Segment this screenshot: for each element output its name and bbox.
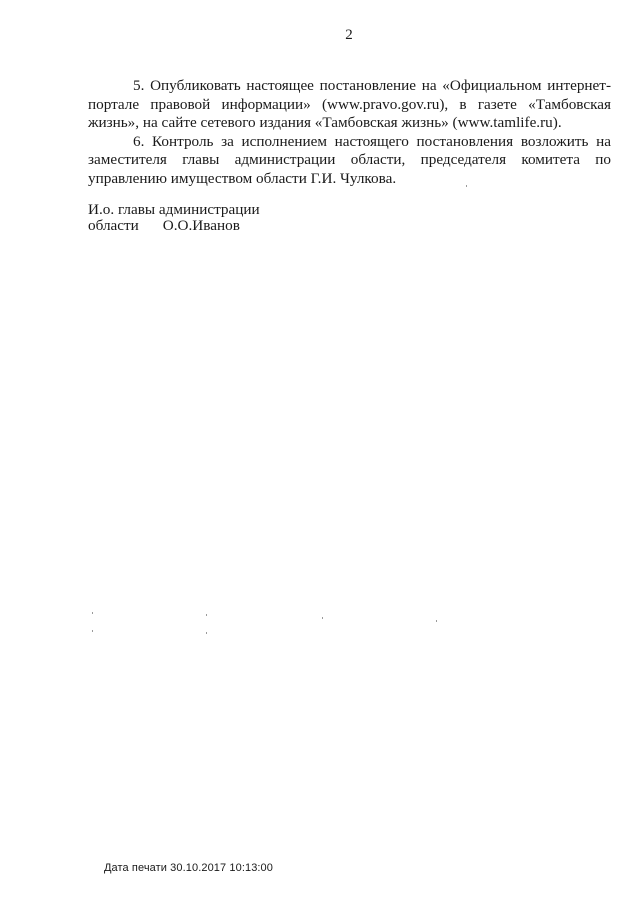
scan-speck xyxy=(206,632,207,634)
scan-speck xyxy=(206,614,207,616)
scan-speck xyxy=(92,612,93,614)
scan-speck xyxy=(92,630,93,632)
signature-block xyxy=(88,202,260,234)
signatory-title-line2-row xyxy=(88,218,260,234)
paragraph-control: 6. Контроль за исполнением настоящего постановления возложить на заместителя главы администрации области, председателя комитета по управлению имуществом области Г.И. Чулкова. xyxy=(88,132,611,187)
signatory-title-line1: И.о. главы администрации xyxy=(88,201,260,218)
signatory-name: О.О.Иванов xyxy=(162,217,240,234)
print-date: Дата печати 30.10.2017 10:13:00 xyxy=(104,862,273,874)
document-body xyxy=(88,77,611,189)
paragraph-publication: 5. Опубликовать настоящее постановление на «Официальном интернет-портале правовой информации» (www.pravo.gov.ru), в газете «Тамбовская жизнь», на сайте сетевого издания «Тамбовская жизнь» (www.tamlife.ru). xyxy=(88,77,611,132)
scan-speck xyxy=(466,185,467,187)
scan-speck xyxy=(322,617,323,619)
scan-speck xyxy=(436,620,437,622)
signatory-title-line2: области xyxy=(88,217,139,234)
page-number: 2 xyxy=(345,27,353,43)
